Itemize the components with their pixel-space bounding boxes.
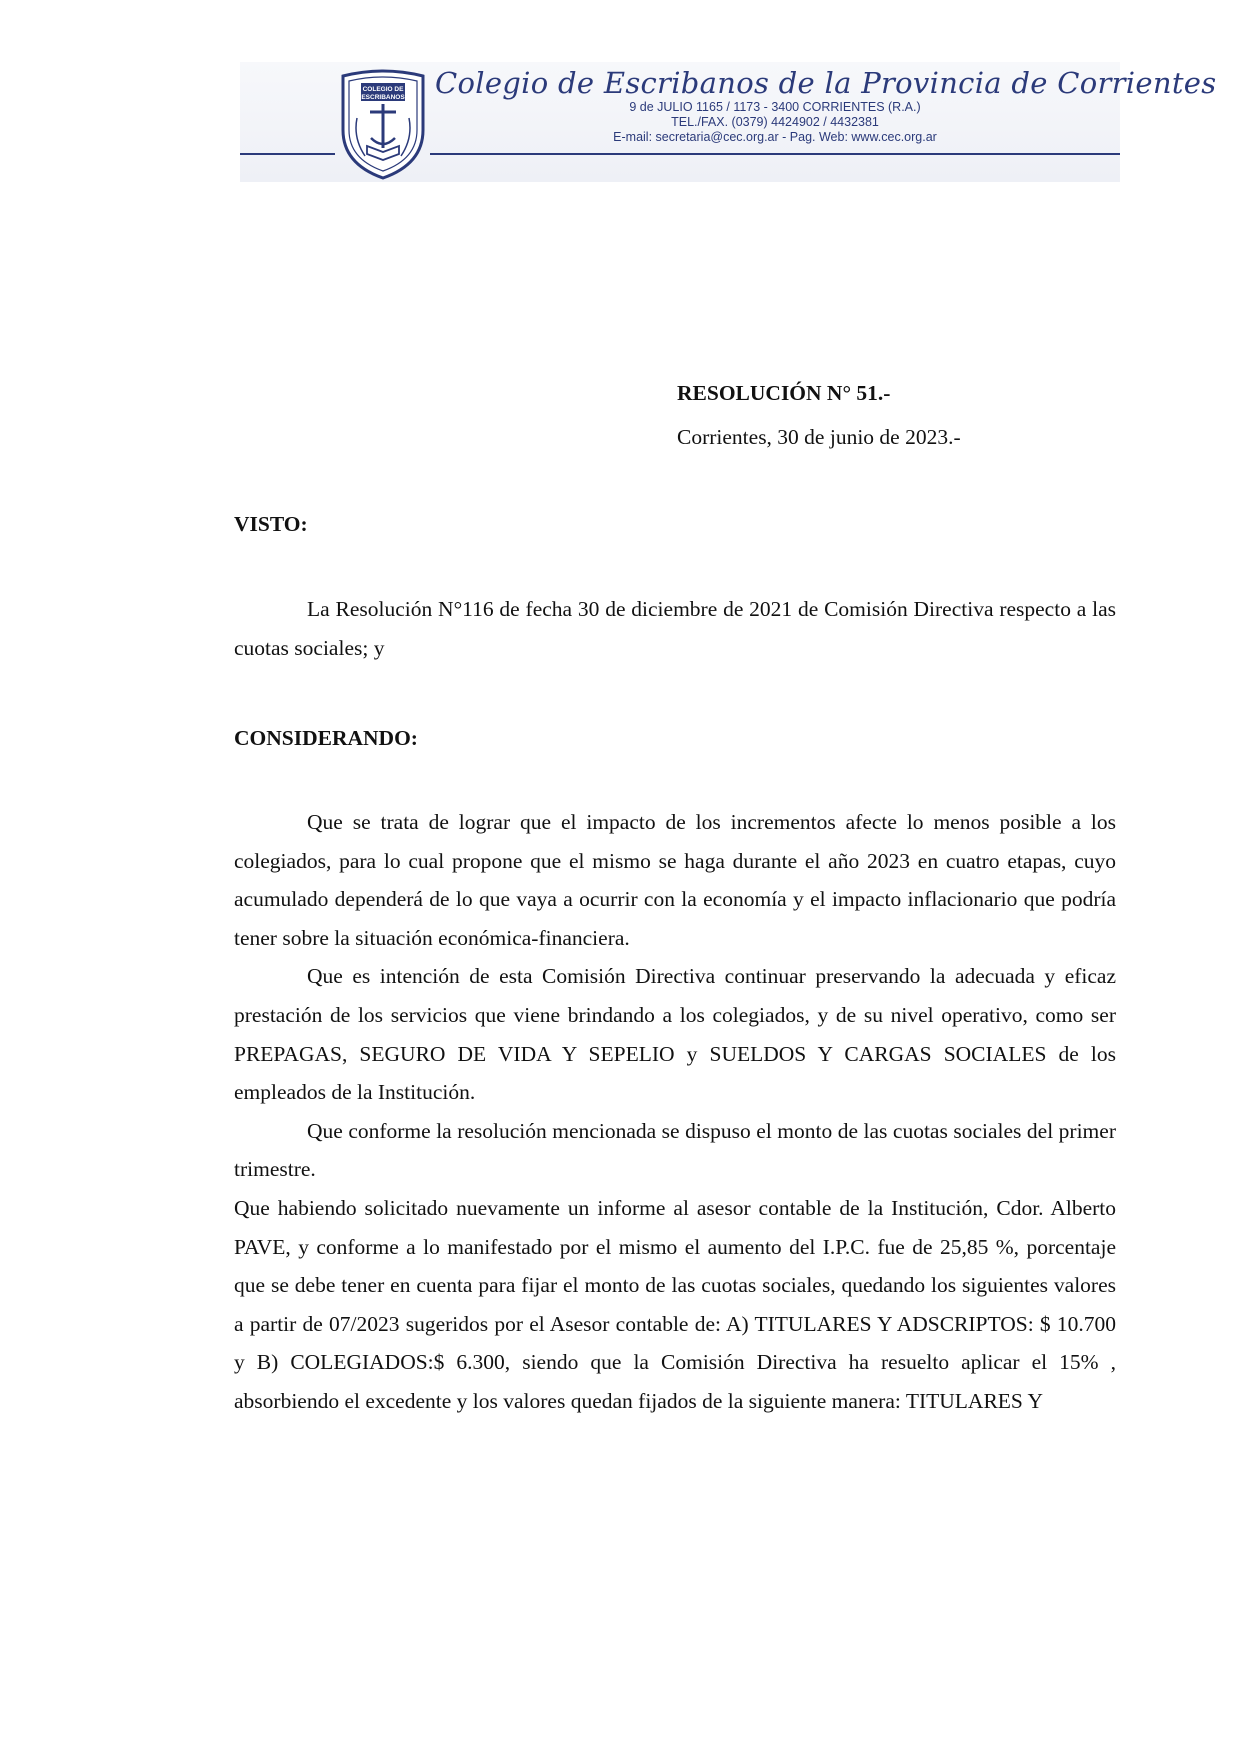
considerando-heading: CONSIDERANDO: xyxy=(234,726,418,750)
svg-text:COLEGIO DE: COLEGIO DE xyxy=(362,86,404,93)
organization-contact: E-mail: secretaria@cec.org.ar - Pag. Web: www.cec.org.ar xyxy=(613,130,937,144)
considerando-paragraph-4: Que habiendo solicitado nuevamente un informe al asesor contable de la Institución, Cdor. Alberto PAVE, y conforme a lo manifestado por el mismo el aumento del I.P.C. fue de 25,85 %, porcentaje que se debe tener en cuenta para fijar el monto de las cuotas sociales, quedando los siguientes valores a partir de 07/2023 sugeridos por el Asesor contable de: A) TITULARES Y ADSCRIPTOS: $ 10.700 y B) COLEGIADOS:$ 6.300, siendo que la Comisión Directiva ha resuelto aplicar el 15% , absorbiendo el excedente y los valores quedan fijados de la siguiente manera: TITULARES Y xyxy=(234,1195,1116,1413)
organization-phone: TEL./FAX. (0379) 4424902 / 4432381 xyxy=(671,115,879,129)
considerando-section xyxy=(234,803,1116,1421)
college-seal-icon xyxy=(337,68,429,180)
resolution-place-date: Corrientes, 30 de junio de 2023.- xyxy=(677,425,961,449)
resolution-number: RESOLUCIÓN N° 51.- xyxy=(677,381,891,405)
considerando-paragraph-1: Que se trata de lograr que el impacto de los incrementos afecte lo menos posible a los colegiados, para lo cual propone que el mismo se haga durante el año 2023 en cuatro etapas, cuyo acumulado dependerá de lo que vaya a ocurrir con la economía y el impacto inflacionario que podría tener sobre la situación económica-financiera. xyxy=(234,810,1116,950)
considerando-paragraph-3: Que conforme la resolución mencionada se dispuso el monto de las cuotas sociales del primer trimestre. xyxy=(234,1118,1116,1182)
letterhead-text xyxy=(435,66,1217,145)
visto-heading: VISTO: xyxy=(234,512,308,536)
visto-section xyxy=(234,590,1116,667)
letterhead-rule-right xyxy=(430,153,1120,155)
considerando-paragraph-2: Que es intención de esta Comisión Directiva continuar preservando la adecuada y eficaz prestación de los servicios que viene brindando a los colegiados, y de su nivel operativo, como ser PREPAGAS, SEGURO DE VIDA Y SEPELIO y SUELDOS Y CARGAS SOCIALES de los empleados de la Institución. xyxy=(234,964,1116,1105)
letterhead-rule-left xyxy=(240,153,335,155)
organization-name: Colegio de Escribanos de la Provincia de Corrientes xyxy=(435,66,1217,100)
organization-address: 9 de JULIO 1165 / 1173 - 3400 CORRIENTES (R.A.) xyxy=(629,100,921,114)
visto-paragraph: La Resolución N°116 de fecha 30 de diciembre de 2021 de Comisión Directiva respecto a las cuotas sociales; y xyxy=(234,597,1116,660)
letterhead xyxy=(240,62,1217,187)
svg-text:ESCRIBANOS: ESCRIBANOS xyxy=(361,94,405,101)
